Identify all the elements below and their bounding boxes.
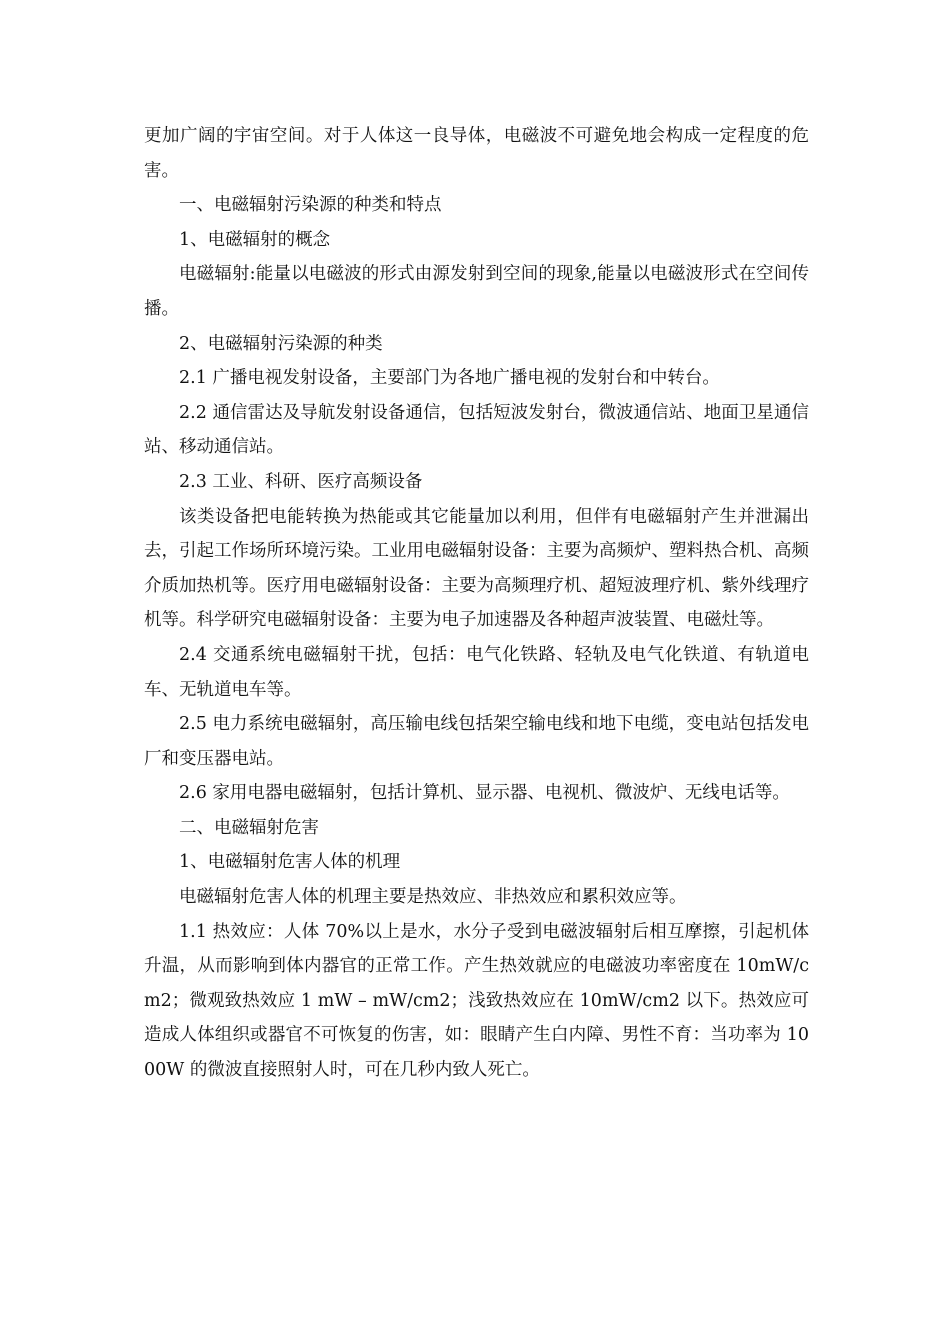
document-page xyxy=(144,119,809,1088)
paragraph-definition: 电磁辐射:能量以电磁波的形式由源发射到空间的现象,能量以电磁波形式在空间传播。 xyxy=(144,264,809,319)
section-heading-2: 二、电磁辐射危害 xyxy=(179,817,319,838)
section-heading-1: 一、电磁辐射污染源的种类和特点 xyxy=(179,195,442,216)
paragraph-2-1: 2.1 广播电视发射设备，主要部门为各地广播电视的发射台和中转台。 xyxy=(179,368,720,389)
subsection-heading-3: 1、电磁辐射危害人体的机理 xyxy=(179,852,401,873)
subsection-heading-2: 2、电磁辐射污染源的种类 xyxy=(179,333,383,354)
paragraph-equipment: 该类设备把电能转换为热能或其它能量加以利用，但伴有电磁辐射产生并泄漏出去，引起工作场所环境污染。工业用电磁辐射设备：主要为高频炉、塑料热合机、高频介质加热机等。医疗用电磁辐射设备：主要为高频理疗机、超短波理疗机、紫外线理疗机等。科学研究电磁辐射设备：主要为电子加速器及各种超声波装置、电磁灶等。 xyxy=(144,506,809,631)
paragraph-continuation: 更加广阔的宇宙空间。对于人体这一良导体，电磁波不可避免地会构成一定程度的危害。 xyxy=(144,126,809,181)
paragraph-1-1: 1.1 热效应：人体 70%以上是水，水分子受到电磁波辐射后相互摩擦，引起机体升温，从而影响到体内器官的正常工作。产生热效就应的电磁波功率密度在 10mW/cm2；微观致热效应 1 mW – mW/cm2；浅致热效应在 10mW/cm2 以下。热效应可造成人体组织或器官不可恢复的伤害，如：眼睛产生白内障、男性不育：当功率为 1000W 的微波直接照射人时，可在几秒内致人死亡。 xyxy=(144,921,809,1081)
subsection-heading-1: 1、电磁辐射的概念 xyxy=(179,229,331,250)
paragraph-2-5: 2.5 电力系统电磁辐射，高压输电线包括架空输电线和地下电缆，变电站包括发电厂和变压器电站。 xyxy=(144,714,809,769)
paragraph-2-4: 2.4 交通系统电磁辐射干扰，包括：电气化铁路、轻轨及电气化铁道、有轨道电车、无轨道电车等。 xyxy=(144,644,809,700)
paragraph-2-2: 2.2 通信雷达及导航发射设备通信，包括短波发射台，微波通信站、地面卫星通信站、移动通信站。 xyxy=(144,402,809,458)
paragraph-2-6: 2.6 家用电器电磁辐射，包括计算机、显示器、电视机、微波炉、无线电话等。 xyxy=(179,783,790,804)
paragraph-mechanism: 电磁辐射危害人体的机理主要是热效应、非热效应和累积效应等。 xyxy=(179,887,687,908)
paragraph-2-3: 2.3 工业、科研、医疗高频设备 xyxy=(179,471,423,492)
